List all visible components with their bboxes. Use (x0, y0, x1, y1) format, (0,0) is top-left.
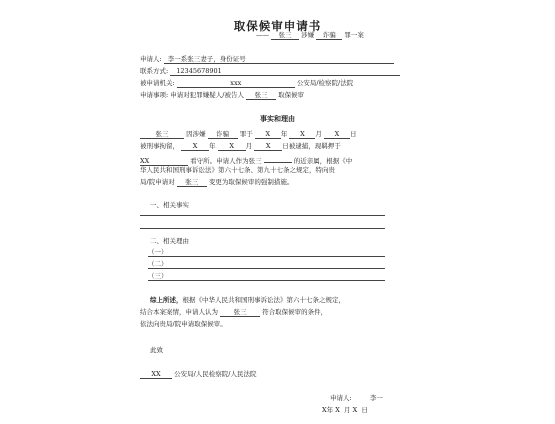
facts-apply-name: 张三 (177, 178, 207, 187)
matter-label: 申请事项: (140, 91, 169, 99)
facts-arrest: 日被逮捕，现羁押于 (282, 142, 341, 150)
date-year-value: X (322, 406, 327, 414)
date-month-label: 月 (344, 406, 351, 414)
case-word-suspected: 涉嫌 (301, 31, 315, 39)
contact-label: 联系方式: (140, 67, 169, 75)
conclusion-line-3: 依法向贵局/院申请取保候审。 (140, 320, 227, 328)
facts-month-2: X (218, 142, 246, 151)
reason-item: （二） (148, 260, 385, 269)
case-suspect-name: 张三 (271, 31, 299, 40)
applicant-label: 申请人: (140, 55, 162, 63)
date-day-label: 日 (361, 406, 368, 414)
section-related-facts: 一、相关事实 (150, 201, 189, 209)
matter-row (140, 91, 304, 100)
facts-year-1: X (255, 130, 281, 139)
section-related-reasons: 二、相关理由 (150, 237, 189, 245)
agency-row (140, 79, 353, 88)
agency-label: 被申请机关: (140, 79, 175, 87)
facts-word-1: 因涉嫌 (186, 130, 206, 138)
signature-label: 申请人: (330, 394, 352, 402)
date-year-label: 年 (326, 406, 334, 414)
date-month-value: X (335, 406, 340, 414)
applicant-row (140, 55, 394, 64)
facts-line-1 (140, 130, 356, 139)
facts-name: 张三 (140, 130, 184, 139)
facts-line-4: 华人民共和国刑事诉讼法》第六十七条、第九十七条之规定，特向贵 (140, 166, 335, 174)
conclusion-name: 张三 (220, 308, 260, 317)
facts-relation (264, 154, 292, 163)
facts-detained: 被刑事拘留， (140, 142, 179, 150)
recipient-value: XX (140, 370, 172, 379)
facts-line-2 (140, 142, 341, 151)
facts-month-label-1: 月 (315, 130, 322, 138)
matter-text-before: 申请对犯罪嫌疑人/被告人 (170, 91, 244, 99)
signature-name: 李一 (369, 394, 383, 402)
facts-year-label-1: 年 (280, 130, 288, 138)
facts-day-label-1: 日 (349, 130, 357, 138)
blank-line (140, 215, 385, 216)
facts-year-label-2: 年 (209, 142, 216, 150)
recipient-row (140, 370, 256, 379)
facts-line-5 (140, 178, 293, 187)
conclusion-lead: 综上所述， (150, 296, 183, 304)
conclusion-opinion: 结合本案案情，申请人认为 (140, 308, 218, 316)
contact-value: 12345678901 (170, 67, 400, 76)
conclusion-line-2 (140, 308, 327, 317)
facts-day-2: X (254, 142, 282, 151)
facts-apply-after: 变更为取保候审的强制措施。 (208, 178, 294, 186)
case-crime: 诈骗 (316, 31, 342, 40)
facts-line-3 (140, 154, 352, 166)
facts-relative: 的近亲属，根据《中 (293, 157, 353, 165)
facts-apply-before: 局/院申请对 (140, 178, 175, 186)
applicant-value: 李一系张三妻子，身份证号 (164, 55, 394, 64)
reason-item: （三） (148, 272, 385, 281)
agency-value: xxx (177, 79, 295, 88)
facts-year-2: X (181, 142, 209, 151)
facts-day-1: X (324, 130, 350, 139)
facts-applicant-as: 看守所。申请人作为张三 (190, 157, 262, 165)
blank-line (140, 228, 385, 229)
matter-text-after: 取保候审 (278, 91, 305, 99)
facts-month-label-2: 月 (245, 142, 253, 150)
conclusion-line-1 (150, 296, 345, 304)
document-title: 取保候审申请书 (233, 19, 322, 33)
closing-salutation: 此致 (150, 346, 163, 354)
facts-month-1: X (289, 130, 315, 139)
signature-date (322, 406, 368, 414)
facts-crime: 诈骗 (208, 130, 238, 139)
case-suffix: 罪一案 (344, 31, 364, 39)
conclusion-conditions: 符合取保候审的条件， (262, 308, 328, 316)
facts-word-2: 罪于 (239, 130, 253, 138)
case-dash: —— (256, 31, 269, 39)
contact-row (140, 67, 400, 76)
facts-heading: 事实和理由 (260, 114, 295, 123)
date-day-value: X (352, 406, 358, 414)
matter-name: 张三 (246, 91, 276, 100)
case-reference (256, 31, 364, 40)
reason-item: （一） (148, 248, 385, 257)
signature-row (330, 394, 383, 402)
conclusion-legal-basis: 根据《中华人民共和国刑事诉讼法》第六十七条之规定， (182, 296, 345, 304)
recipient-suffix: 公安局/人民检察院/人民法院 (174, 370, 257, 378)
agency-suffix: 公安局/检察院/法院 (296, 79, 354, 87)
facts-detention-center: XX (140, 157, 188, 166)
